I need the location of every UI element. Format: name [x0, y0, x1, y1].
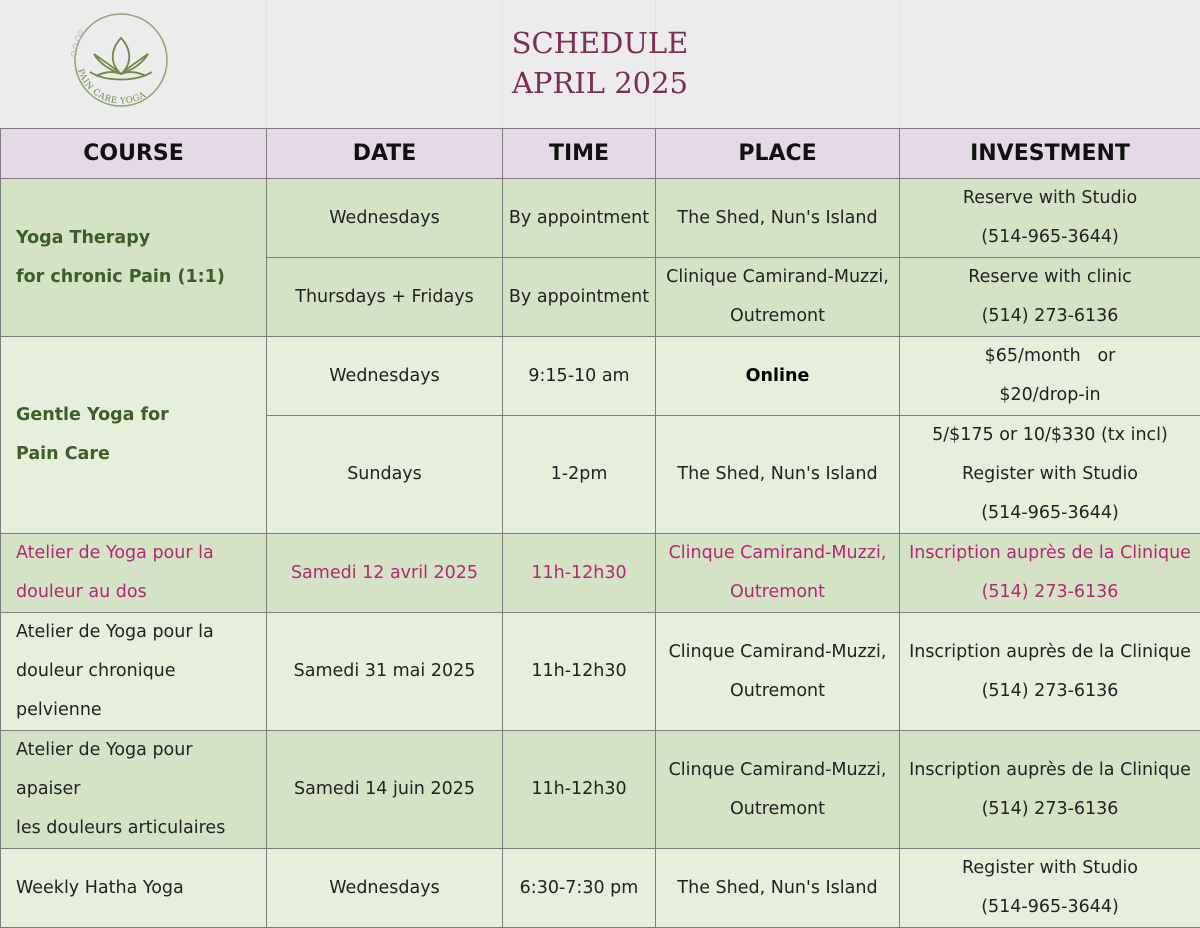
investment-phone: (514-965-3644)	[904, 888, 1196, 927]
col-header-investment: INVESTMENT	[900, 129, 1200, 179]
grid-line	[266, 0, 267, 128]
course-line: Gentle Yoga for	[16, 396, 262, 435]
pain-care-yoga-logo	[66, 8, 176, 118]
page-title: SCHEDULE	[400, 26, 800, 60]
place-cell	[656, 731, 900, 849]
table-row	[1, 534, 1200, 613]
place-line: Clinque Camirand-Muzzi,	[660, 633, 895, 672]
place-line: Outremont	[660, 573, 895, 612]
investment-phone: (514-965-3644)	[904, 218, 1196, 257]
investment-cell	[900, 731, 1200, 849]
investment-phone: (514) 273-6136	[904, 297, 1196, 336]
place-cell: The Shed, Nun's Island	[656, 849, 900, 928]
investment-line: Reserve with clinic	[904, 258, 1196, 297]
time-cell: 9:15-10 am	[503, 337, 656, 416]
place-cell	[656, 534, 900, 613]
investment-cell	[900, 849, 1200, 928]
course-line: Atelier de Yoga pour apaiser	[16, 731, 262, 809]
course-line: douleur au dos	[16, 573, 262, 612]
place-line: Clinque Camirand-Muzzi,	[660, 751, 895, 790]
place-cell: Online	[656, 337, 900, 416]
investment-phone: (514) 273-6136	[904, 672, 1196, 711]
place-line: Outremont	[660, 297, 895, 336]
date-cell: Samedi 14 juin 2025	[267, 731, 503, 849]
date-cell: Wednesdays	[267, 849, 503, 928]
investment-line: Inscription auprès de la Clinique	[904, 534, 1196, 573]
investment-cell	[900, 534, 1200, 613]
time-cell: 11h-12h30	[503, 613, 656, 731]
place-line: Clinque Camirand-Muzzi,	[660, 534, 895, 573]
grid-line	[502, 0, 503, 128]
date-cell: Thursdays + Fridays	[267, 258, 503, 337]
course-line: Atelier de Yoga pour la	[16, 534, 262, 573]
time-cell: By appointment	[503, 179, 656, 258]
col-header-time: TIME	[503, 129, 656, 179]
col-header-date: DATE	[267, 129, 503, 179]
investment-phone: (514-965-3644)	[904, 494, 1196, 533]
date-cell: Sundays	[267, 416, 503, 534]
table-row	[1, 613, 1200, 731]
investment-line: Register with Studio	[904, 455, 1196, 494]
investment-cell	[900, 416, 1200, 534]
course-cell	[1, 534, 267, 613]
place-cell: The Shed, Nun's Island	[656, 179, 900, 258]
course-cell	[1, 613, 267, 731]
investment-cell	[900, 337, 1200, 416]
grid-line	[899, 0, 900, 128]
investment-line: Register with Studio	[904, 849, 1196, 888]
course-line: Yoga Therapy	[16, 219, 262, 258]
col-header-course: COURSE	[1, 129, 267, 179]
course-line: Pain Care	[16, 435, 262, 474]
time-cell: 6:30-7:30 pm	[503, 849, 656, 928]
course-cell	[1, 337, 267, 534]
col-header-place: PLACE	[656, 129, 900, 179]
schedule-table	[0, 128, 1200, 928]
date-cell: Wednesdays	[267, 337, 503, 416]
investment-line: $65/month or	[904, 337, 1196, 376]
investment-line: $20/drop-in	[904, 376, 1196, 415]
place-line: Outremont	[660, 790, 895, 829]
investment-phone: (514) 273-6136	[904, 790, 1196, 829]
investment-cell	[900, 613, 1200, 731]
investment-line: Reserve with Studio	[904, 179, 1196, 218]
table-row	[1, 731, 1200, 849]
course-line: douleur chronique pelvienne	[16, 652, 262, 730]
table-header-row	[1, 129, 1200, 179]
logo-text: PAIN CARE YOGA	[75, 68, 148, 107]
investment-cell	[900, 258, 1200, 337]
course-cell: Weekly Hatha Yoga	[1, 849, 267, 928]
time-cell: By appointment	[503, 258, 656, 337]
course-cell	[1, 731, 267, 849]
place-line: Clinique Camirand-Muzzi,	[660, 258, 895, 297]
investment-line: Inscription auprès de la Clinique	[904, 633, 1196, 672]
place-cell	[656, 258, 900, 337]
investment-phone: (514) 273-6136	[904, 573, 1196, 612]
time-cell: 11h-12h30	[503, 534, 656, 613]
course-line: Atelier de Yoga pour la	[16, 613, 262, 652]
time-cell: 11h-12h30	[503, 731, 656, 849]
date-cell: Samedi 31 mai 2025	[267, 613, 503, 731]
place-line: Outremont	[660, 672, 895, 711]
investment-line: 5/$175 or 10/$330 (tx incl)	[904, 416, 1196, 455]
table-row	[1, 849, 1200, 928]
date-cell: Samedi 12 avril 2025	[267, 534, 503, 613]
place-cell	[656, 613, 900, 731]
page-subtitle: APRIL 2025	[400, 66, 800, 100]
table-row	[1, 179, 1200, 258]
place-cell: The Shed, Nun's Island	[656, 416, 900, 534]
lotus-icon	[90, 38, 152, 80]
course-cell	[1, 179, 267, 337]
grid-line	[655, 0, 656, 128]
investment-line: Inscription auprès de la Clinique	[904, 751, 1196, 790]
course-line: les douleurs articulaires	[16, 809, 262, 848]
course-line: for chronic Pain (1:1)	[16, 258, 262, 297]
title-band	[0, 0, 1200, 129]
investment-cell	[900, 179, 1200, 258]
time-cell: 1-2pm	[503, 416, 656, 534]
date-cell: Wednesdays	[267, 179, 503, 258]
table-row	[1, 337, 1200, 416]
